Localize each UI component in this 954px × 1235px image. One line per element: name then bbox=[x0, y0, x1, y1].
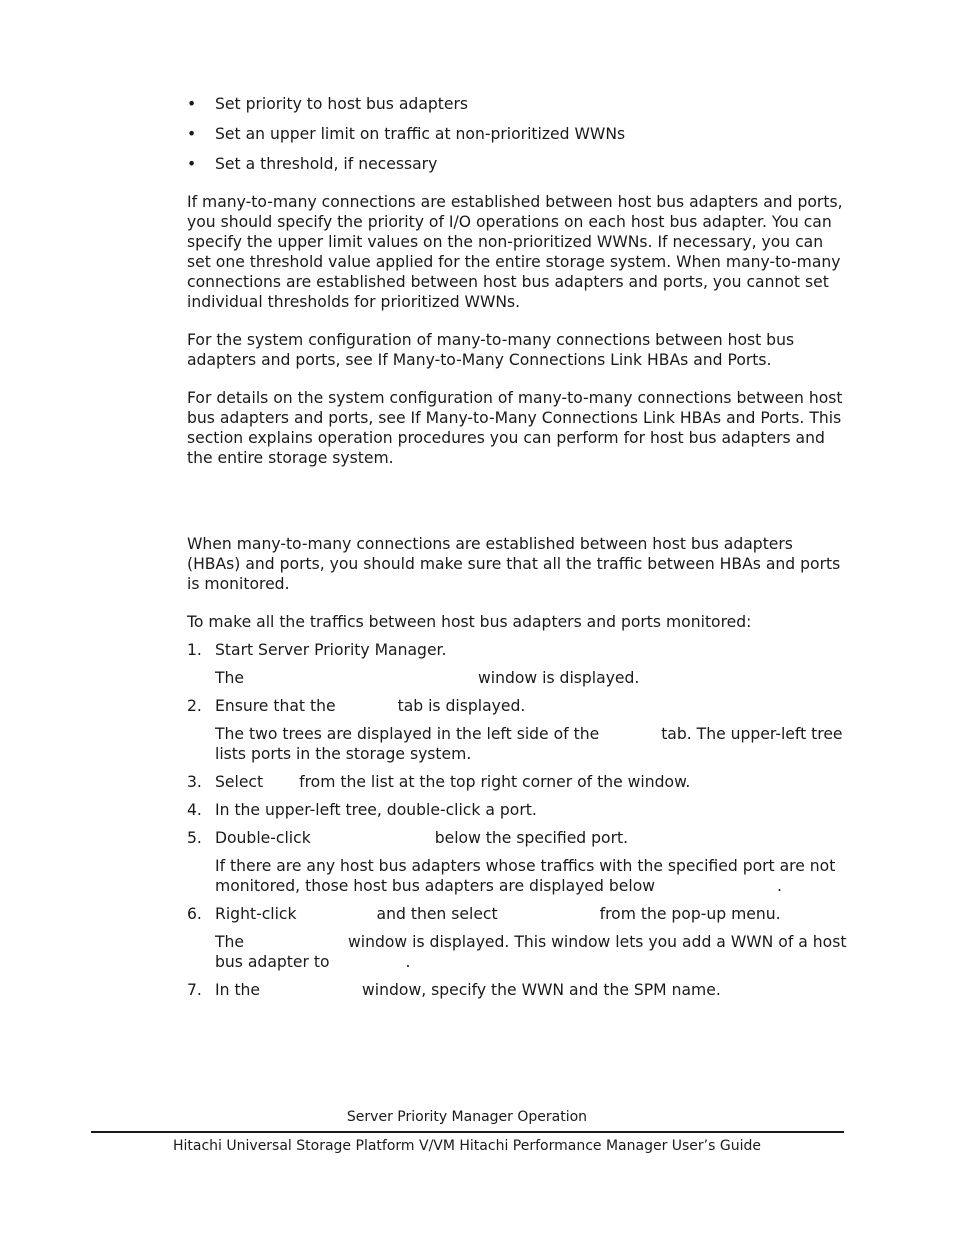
step-item: 4. In the upper-left tree, double-click a port. bbox=[187, 801, 537, 819]
bullet-list bbox=[187, 94, 847, 174]
footer-guide-title: Hitachi Universal Storage Platform V/VM Hitachi Performance Manager User’s Guide bbox=[173, 1138, 761, 1154]
bullet-item: • Set an upper limit on traffic at non-prioritized WWNs bbox=[187, 125, 626, 143]
bullet-icon: • bbox=[187, 155, 197, 173]
bullet-icon: • bbox=[187, 95, 197, 113]
footer-section-title: Server Priority Manager Operation bbox=[346, 1109, 588, 1125]
procedure-steps bbox=[187, 640, 847, 1000]
paragraph-system-config: For the system configuration of many-to-many connections between host bus adapters and ports, see If Many-to-Many Connections Link HBAs and Ports. bbox=[187, 331, 795, 369]
bullet-item: • Set priority to host bus adapters bbox=[187, 95, 469, 113]
footer-divider bbox=[91, 1131, 844, 1133]
step-item: 2. Ensure that the tab is displayed. The two trees are displayed in the left side of the tab. The upper-left tree lists ports in the storage system. bbox=[187, 697, 843, 763]
step-item: 7. In the window, specify the WWN and the SPM name. bbox=[187, 981, 721, 999]
step-item: 5. Double-click below the specified port. If there are any host bus adapters whose traffics with the specified port are not monitored, those host bus adapters are displayed below . bbox=[187, 829, 836, 895]
paragraph-monitoring: When many-to-many connections are established between host bus adapters (HBAs) and ports, you should make sure that all the traffic between HBAs and ports is monitored. bbox=[187, 535, 841, 593]
bullet-item: • Set a threshold, if necessary bbox=[187, 155, 438, 173]
paragraph-priority-intro: If many-to-many connections are established between host bus adapters and ports, you should specify the priority of I/O operations on each host bus adapter. You can specify the upper limit values on the non-prioritized WWNs. If necessary, you can set one threshold value applied for the entire storage system. When many-to-many connections are established between host bus adapters and ports, you cannot set individual thresholds for prioritized WWNs. bbox=[187, 193, 843, 311]
step-item: 6. Right-click and then select from the pop-up menu. The window is displayed. This window lets you add a WWN of a host bus adapter to . bbox=[187, 905, 847, 971]
paragraph-details: For details on the system configuration of many-to-many connections between host bus adapters and ports, see If Many-to-Many Connections Link HBAs and Ports. This section explains operation procedures you can perform for host bus adapters and the entire storage system. bbox=[187, 389, 843, 467]
step-item: 3. Select from the list at the top right corner of the window. bbox=[187, 773, 691, 791]
step-item: 1. Start Server Priority Manager. The window is displayed. bbox=[187, 641, 640, 687]
document-body bbox=[187, 94, 847, 1008]
bullet-icon: • bbox=[187, 125, 197, 143]
paragraph-procedure-intro: To make all the traffics between host bus adapters and ports monitored: bbox=[187, 613, 752, 631]
